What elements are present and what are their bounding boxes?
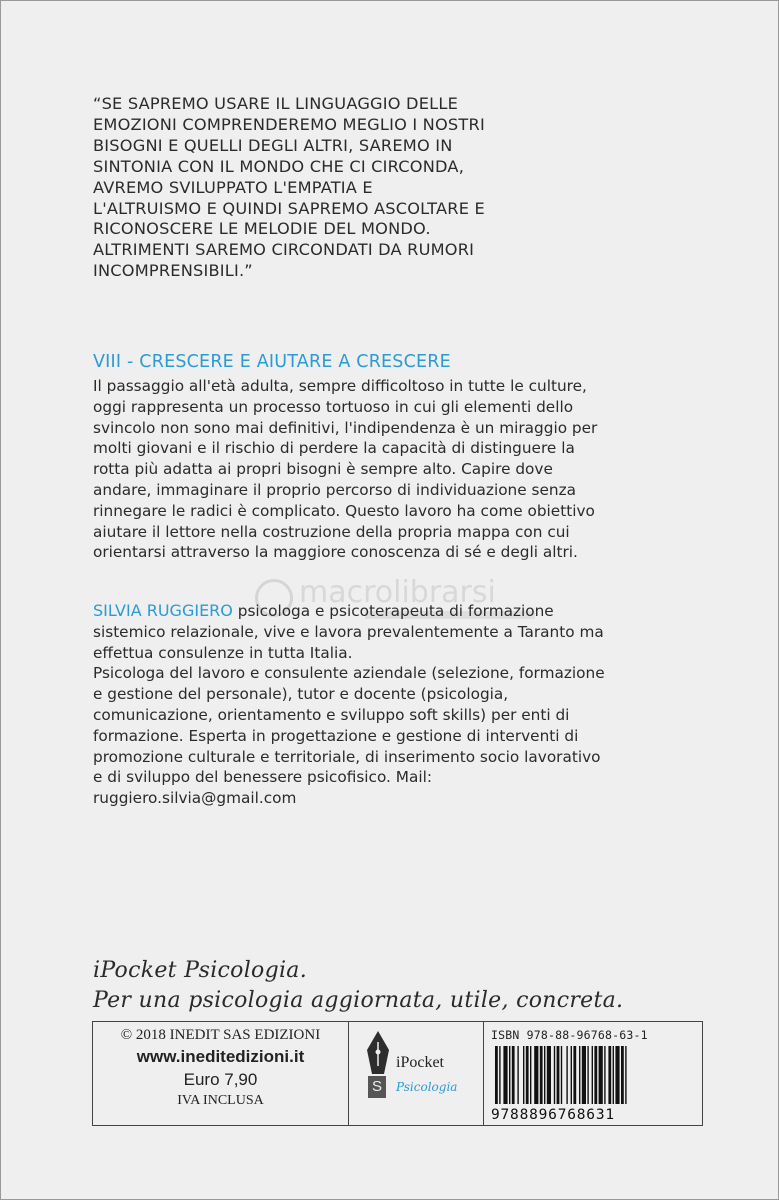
publisher-website: www.ineditedizioni.it bbox=[136, 1047, 305, 1066]
book-description: Il passaggio all'età adulta, sempre difficoltoso in tutte le culture, oggi rappresenta un processo tortuoso in cui gli elementi dello svincolo non sono mai definitivi, l'indipendenza è un miraggio per molti giovani e il rischio di perdere la capacità di distinguere la rotta più adatta ai propri bisogni è sempre alto. Capire dove andare, immaginare il proprio percorso di individuazione senza rinnegare le radici è complicato. Questo lavoro ha come obiettivo aiutare il lettore nella costruzione della propria mappa con cui orientarsi attraverso la maggiore conoscenza di sé e degli altri. bbox=[93, 377, 598, 562]
author-bio-text: psicologa e psicoterapeuta di formazione sistemico relazionale, vive e lavora prevalentemente a Taranto ma effettua consulenze in tutta Italia. Psicologa del lavoro e consulente aziendale (selezione, formazione e gestione del personale), tutor e docente (psicologia, comunicazione, orientamento e sviluppo soft skills) per enti di formazione. Esperta in progettazione e gestione di interventi di promozione culturale e territoriale, di inserimento socio lavorativo e di sviluppo del benessere psicofisico. Mail: ruggiero.silvia@gmail.com bbox=[93, 602, 605, 808]
barcode-bar bbox=[625, 1046, 626, 1104]
publisher-info bbox=[93, 1022, 349, 1125]
isbn-barcode-area bbox=[483, 1022, 702, 1125]
barcode-bar bbox=[594, 1046, 597, 1104]
barcode-bar bbox=[495, 1046, 498, 1104]
barcode-bar bbox=[499, 1046, 500, 1104]
barcode-bar bbox=[530, 1046, 531, 1104]
author-bio bbox=[93, 601, 703, 809]
section-heading: VIII - CRESCERE E AIUTARE A CRESCERE bbox=[93, 352, 451, 372]
barcode-bar bbox=[599, 1046, 603, 1104]
book-price: Euro 7,90 bbox=[183, 1070, 258, 1089]
barcode-digits: 9788896768631 bbox=[491, 1107, 615, 1123]
series-subtitle: Psicologia bbox=[396, 1080, 458, 1094]
barcode-bar bbox=[561, 1046, 562, 1104]
author-name: SILVIA RUGGIERO bbox=[93, 601, 233, 620]
barcode-bar bbox=[557, 1046, 560, 1104]
series-tagline-subtitle: Per una psicologia aggiornata, utile, concreta. bbox=[93, 988, 624, 1013]
barcode-bar bbox=[554, 1046, 555, 1104]
barcode-bar bbox=[615, 1046, 619, 1104]
barcode-bar bbox=[571, 1046, 572, 1104]
watermark-text: macrolibrarsi bbox=[299, 575, 496, 610]
series-tagline-title: iPocket Psicologia. bbox=[93, 958, 308, 983]
series-brand: iPocket bbox=[396, 1054, 444, 1071]
vat-notice: IVA INCLUSA bbox=[177, 1093, 264, 1108]
series-logo bbox=[348, 1022, 484, 1125]
publisher-info-box bbox=[92, 1021, 703, 1126]
barcode-bar bbox=[613, 1046, 614, 1104]
barcode-bar bbox=[579, 1046, 580, 1104]
pen-nib-icon bbox=[364, 1030, 392, 1078]
barcode-bar bbox=[566, 1046, 567, 1104]
barcode-bar bbox=[587, 1046, 588, 1104]
barcode-bar bbox=[540, 1046, 543, 1104]
barcode-bar bbox=[544, 1046, 545, 1104]
barcode-bar bbox=[534, 1046, 538, 1104]
barcode-bar bbox=[604, 1046, 605, 1104]
barcode-icon bbox=[493, 1046, 693, 1106]
isbn-label: ISBN 978-88-96768-63-1 bbox=[491, 1028, 648, 1042]
barcode-bar bbox=[582, 1046, 586, 1104]
copyright-notice: © 2018 INEDIT SAS EDIZIONI bbox=[120, 1027, 321, 1043]
barcode-bar bbox=[608, 1046, 611, 1104]
barcode-bar bbox=[503, 1046, 507, 1104]
barcode-bar bbox=[547, 1046, 551, 1104]
barcode-bar bbox=[517, 1046, 518, 1104]
barcode-bar bbox=[526, 1046, 529, 1104]
barcode-bar bbox=[512, 1046, 515, 1104]
barcode-bar bbox=[621, 1046, 624, 1104]
barcode-bar bbox=[509, 1046, 510, 1104]
barcode-bar bbox=[523, 1046, 524, 1104]
series-letter-badge: S bbox=[368, 1076, 386, 1098]
cover-quote: “SE SAPREMO USARE IL LINGUAGGIO DELLE EMOZIONI COMPRENDEREMO MEGLIO I NOSTRI BISOGNI E QUELLI DEGLI ALTRI, SAREMO IN SINTONIA CON IL MONDO CHE CI CIRCONDA, AVREMO SVILUPPATO L'EMPATIA E L'ALTRUISMO E QUINDI SAPREMO ASCOLTARE E RICONOSCERE LE MELODIE DEL MONDO. ALTRIMENTI SAREMO CIRCONDATI DA RUMORI INCOMPRENSIBILI.” bbox=[93, 94, 485, 281]
barcode-bar bbox=[573, 1046, 576, 1104]
barcode-bar bbox=[592, 1046, 593, 1104]
